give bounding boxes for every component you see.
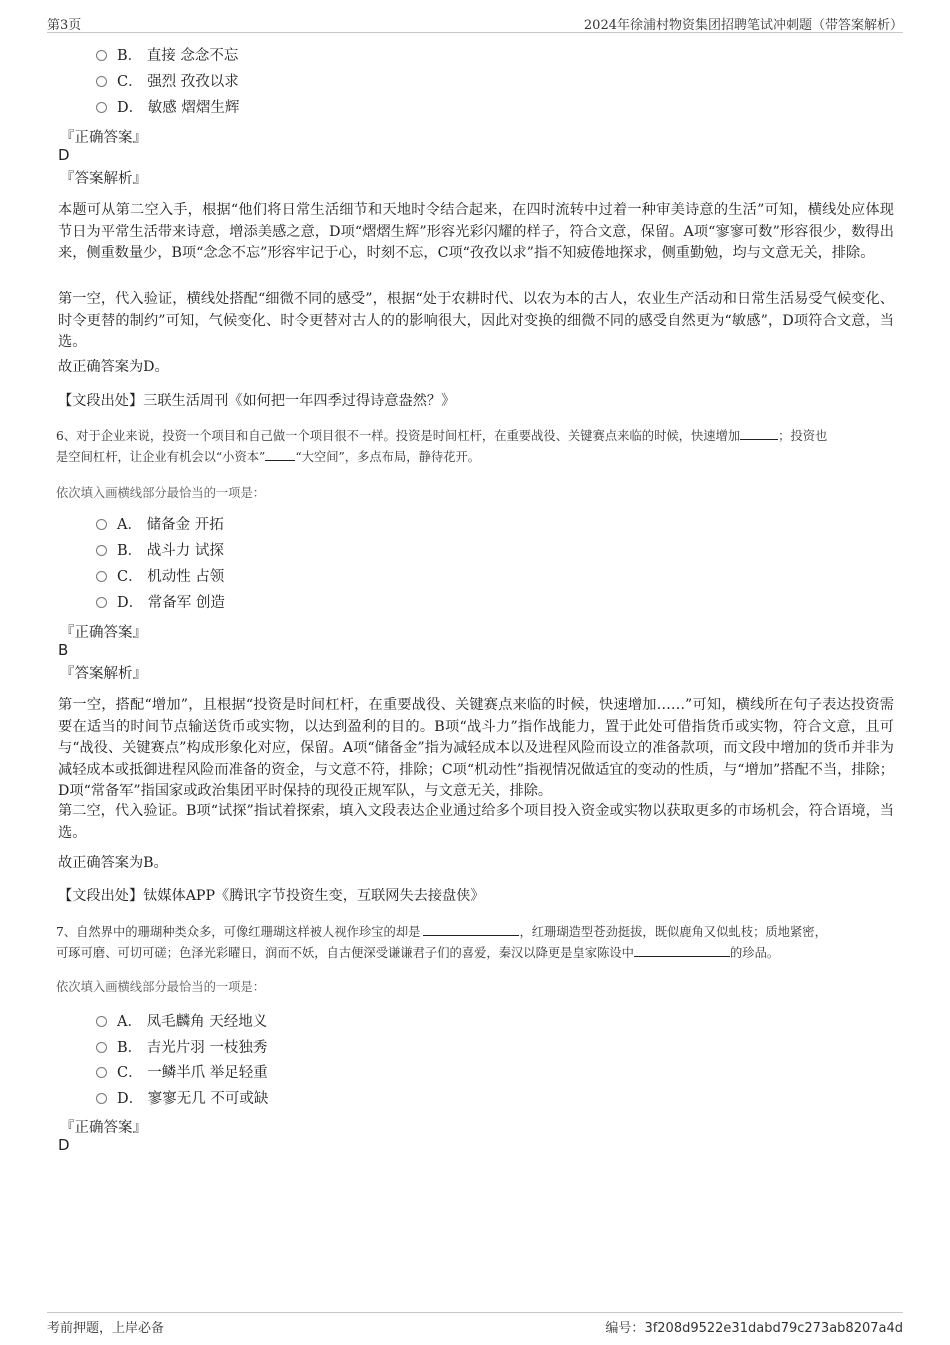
q5-source: 【文段出处】三联生活周刊《如何把一年四季过得诗意盎然？》 xyxy=(58,393,456,409)
blank-line xyxy=(634,944,730,957)
radio-icon[interactable] xyxy=(96,597,107,608)
document-title: 2024年徐浦村物资集团招聘笔试冲刺题（带答案解析） xyxy=(583,18,903,33)
radio-icon[interactable] xyxy=(96,50,107,61)
page-footer xyxy=(47,1312,903,1343)
q6-option-b[interactable]: B． 战斗力 试探 xyxy=(96,541,224,561)
radio-icon[interactable] xyxy=(96,102,107,113)
q6-option-d[interactable]: D． 常备军 创造 xyxy=(96,593,225,613)
q5-analysis-paragraph: 本题可从第二空入手，根据“他们将日常生活细节和天地时令结合起来，在四时流转中过着一种审美诗意的生活”可知，横线处应体现节日为平常生活带来诗意，增添美感之意，D项“熠熠生辉”形容光彩闪耀的样子，符合文意，保留。A项“寥寥可数”形容很少，数得出来，侧重数量少，B项“念念不忘”形容牢记于心，时刻不忘，C项“孜孜以求”指不知疲倦地探求，侧重勤勉，均与文意无关，排除。 xyxy=(58,202,894,261)
radio-icon[interactable] xyxy=(96,519,107,530)
radio-icon[interactable] xyxy=(96,1042,107,1053)
q7-option-a[interactable]: A． 凤毛麟角 天经地义 xyxy=(96,1012,267,1032)
radio-icon[interactable] xyxy=(96,571,107,582)
q6-source: 【文段出处】钛媒体APP《腾讯字节投资生变，互联网失去接盘侠》 xyxy=(58,888,485,904)
q7-prompt: 依次填入画横线部分最恰当的一项是： xyxy=(56,980,266,994)
footer-slogan: 考前押题，上岸必备 xyxy=(47,1321,165,1336)
q7-question-text: 7、自然界中的珊瑚种类众多，可像红珊瑚这样被人视作珍宝的却是 ，红珊瑚造型苍劲挺拔，既似鹿角又似虬枝；质地紧密， 可琢可磨、可切可磋；色泽光彩曜日，润而不妖，自古便深受谦谦君子们的喜爱，秦汉以降更是皇家陈设中 的珍品。 xyxy=(56,925,827,960)
radio-icon[interactable] xyxy=(96,1093,107,1104)
blank-line xyxy=(423,923,519,936)
q6-analysis-paragraph: 第二空，代入验证。B项“试探”指试着探索，填入文段表达企业通过给多个项目投入资金或实物以获取更多的市场机会，符合语境，当选。 xyxy=(58,803,894,841)
q6-option-c[interactable]: C． 机动性 占领 xyxy=(96,567,224,587)
blank-line xyxy=(740,427,778,440)
q5-option-c[interactable]: C． 强烈 孜孜以求 xyxy=(96,72,239,92)
blank-line xyxy=(265,448,295,461)
q6-question-text: 6、对于企业来说，投资一个项目和自己做一个项目很不一样。投资是时间杠杆，在重要战役、关键赛点来临的时候，快速增加 ；投资也 是空间杠杆，让企业有机会以“小资本” “大空间”，多点布局，静待花开。 xyxy=(56,429,828,464)
q6-analysis-label: 『答案解析』 xyxy=(60,666,147,682)
q6-prompt: 依次填入画横线部分最恰当的一项是： xyxy=(56,486,266,500)
document-id: 编号：3f208d9522e31dabd79c273ab8207a4d xyxy=(605,1321,903,1336)
q5-answer-label: 『正确答案』 xyxy=(60,130,147,146)
q7-option-d[interactable]: D． 寥寥无几 不可或缺 xyxy=(96,1089,268,1109)
q5-analysis-paragraph: 第一空，代入验证，横线处搭配“细微不同的感受”，根据“处于农耕时代、以农为本的古人，农业生产活动和日常生活易受气候变化、时令更替的制约”可知，气候变化、时令更替对古人的的影响很大，因此对变换的细微不同的感受自然更为“敏感”，D项符合文意，当选。 xyxy=(58,291,894,350)
q5-conclusion: 故正确答案为D。 xyxy=(58,359,169,375)
q7-option-b[interactable]: B． 吉光片羽 一枝独秀 xyxy=(96,1038,267,1058)
page-number: 第3页 xyxy=(47,18,82,33)
radio-icon[interactable] xyxy=(96,545,107,556)
radio-icon[interactable] xyxy=(96,1067,107,1078)
q7-answer-label: 『正确答案』 xyxy=(60,1120,147,1136)
q6-answer: B xyxy=(58,641,69,659)
q6-conclusion: 故正确答案为B。 xyxy=(58,855,168,871)
q5-analysis-label: 『答案解析』 xyxy=(60,171,147,187)
q6-analysis-paragraph: 第一空，搭配“增加”，且根据“投资是时间杠杆，在重要战役、关键赛点来临的时候，快速增加……”可知，横线所在句子表达投资需要在适当的时间节点输送货币或实物，以达到盈利的目的。B项“战斗力”指作战能力，置于此处可借指货币或实物，符合文意，且可与“战役、关键赛点”构成形象化对应，保留。A项“储备金”指为减轻成本以及进程风险而设立的准备款项，而文段中增加的货币并非为减轻成本或抵御进程风险而准备的资金，与文意不符，排除；C项“机动性”指视情况做适宜的变动的性质，与“增加”搭配不当，排除；D项“常备军”指国家或政治集团平时保持的现役正规军队，与文意无关，排除。 xyxy=(58,697,894,799)
q5-option-d[interactable]: D． 敏感 熠熠生辉 xyxy=(96,98,239,118)
radio-icon[interactable] xyxy=(96,1016,107,1027)
q6-answer-label: 『正确答案』 xyxy=(60,625,147,641)
q5-answer: D xyxy=(58,146,70,164)
q6-option-a[interactable]: A． 储备金 开拓 xyxy=(96,515,224,535)
page-header xyxy=(47,10,903,33)
q7-answer: D xyxy=(58,1136,70,1154)
q5-option-b[interactable]: B． 直接 念念不忘 xyxy=(96,46,238,66)
radio-icon[interactable] xyxy=(96,76,107,87)
q7-option-c[interactable]: C． 一鳞半爪 举足轻重 xyxy=(96,1063,268,1083)
